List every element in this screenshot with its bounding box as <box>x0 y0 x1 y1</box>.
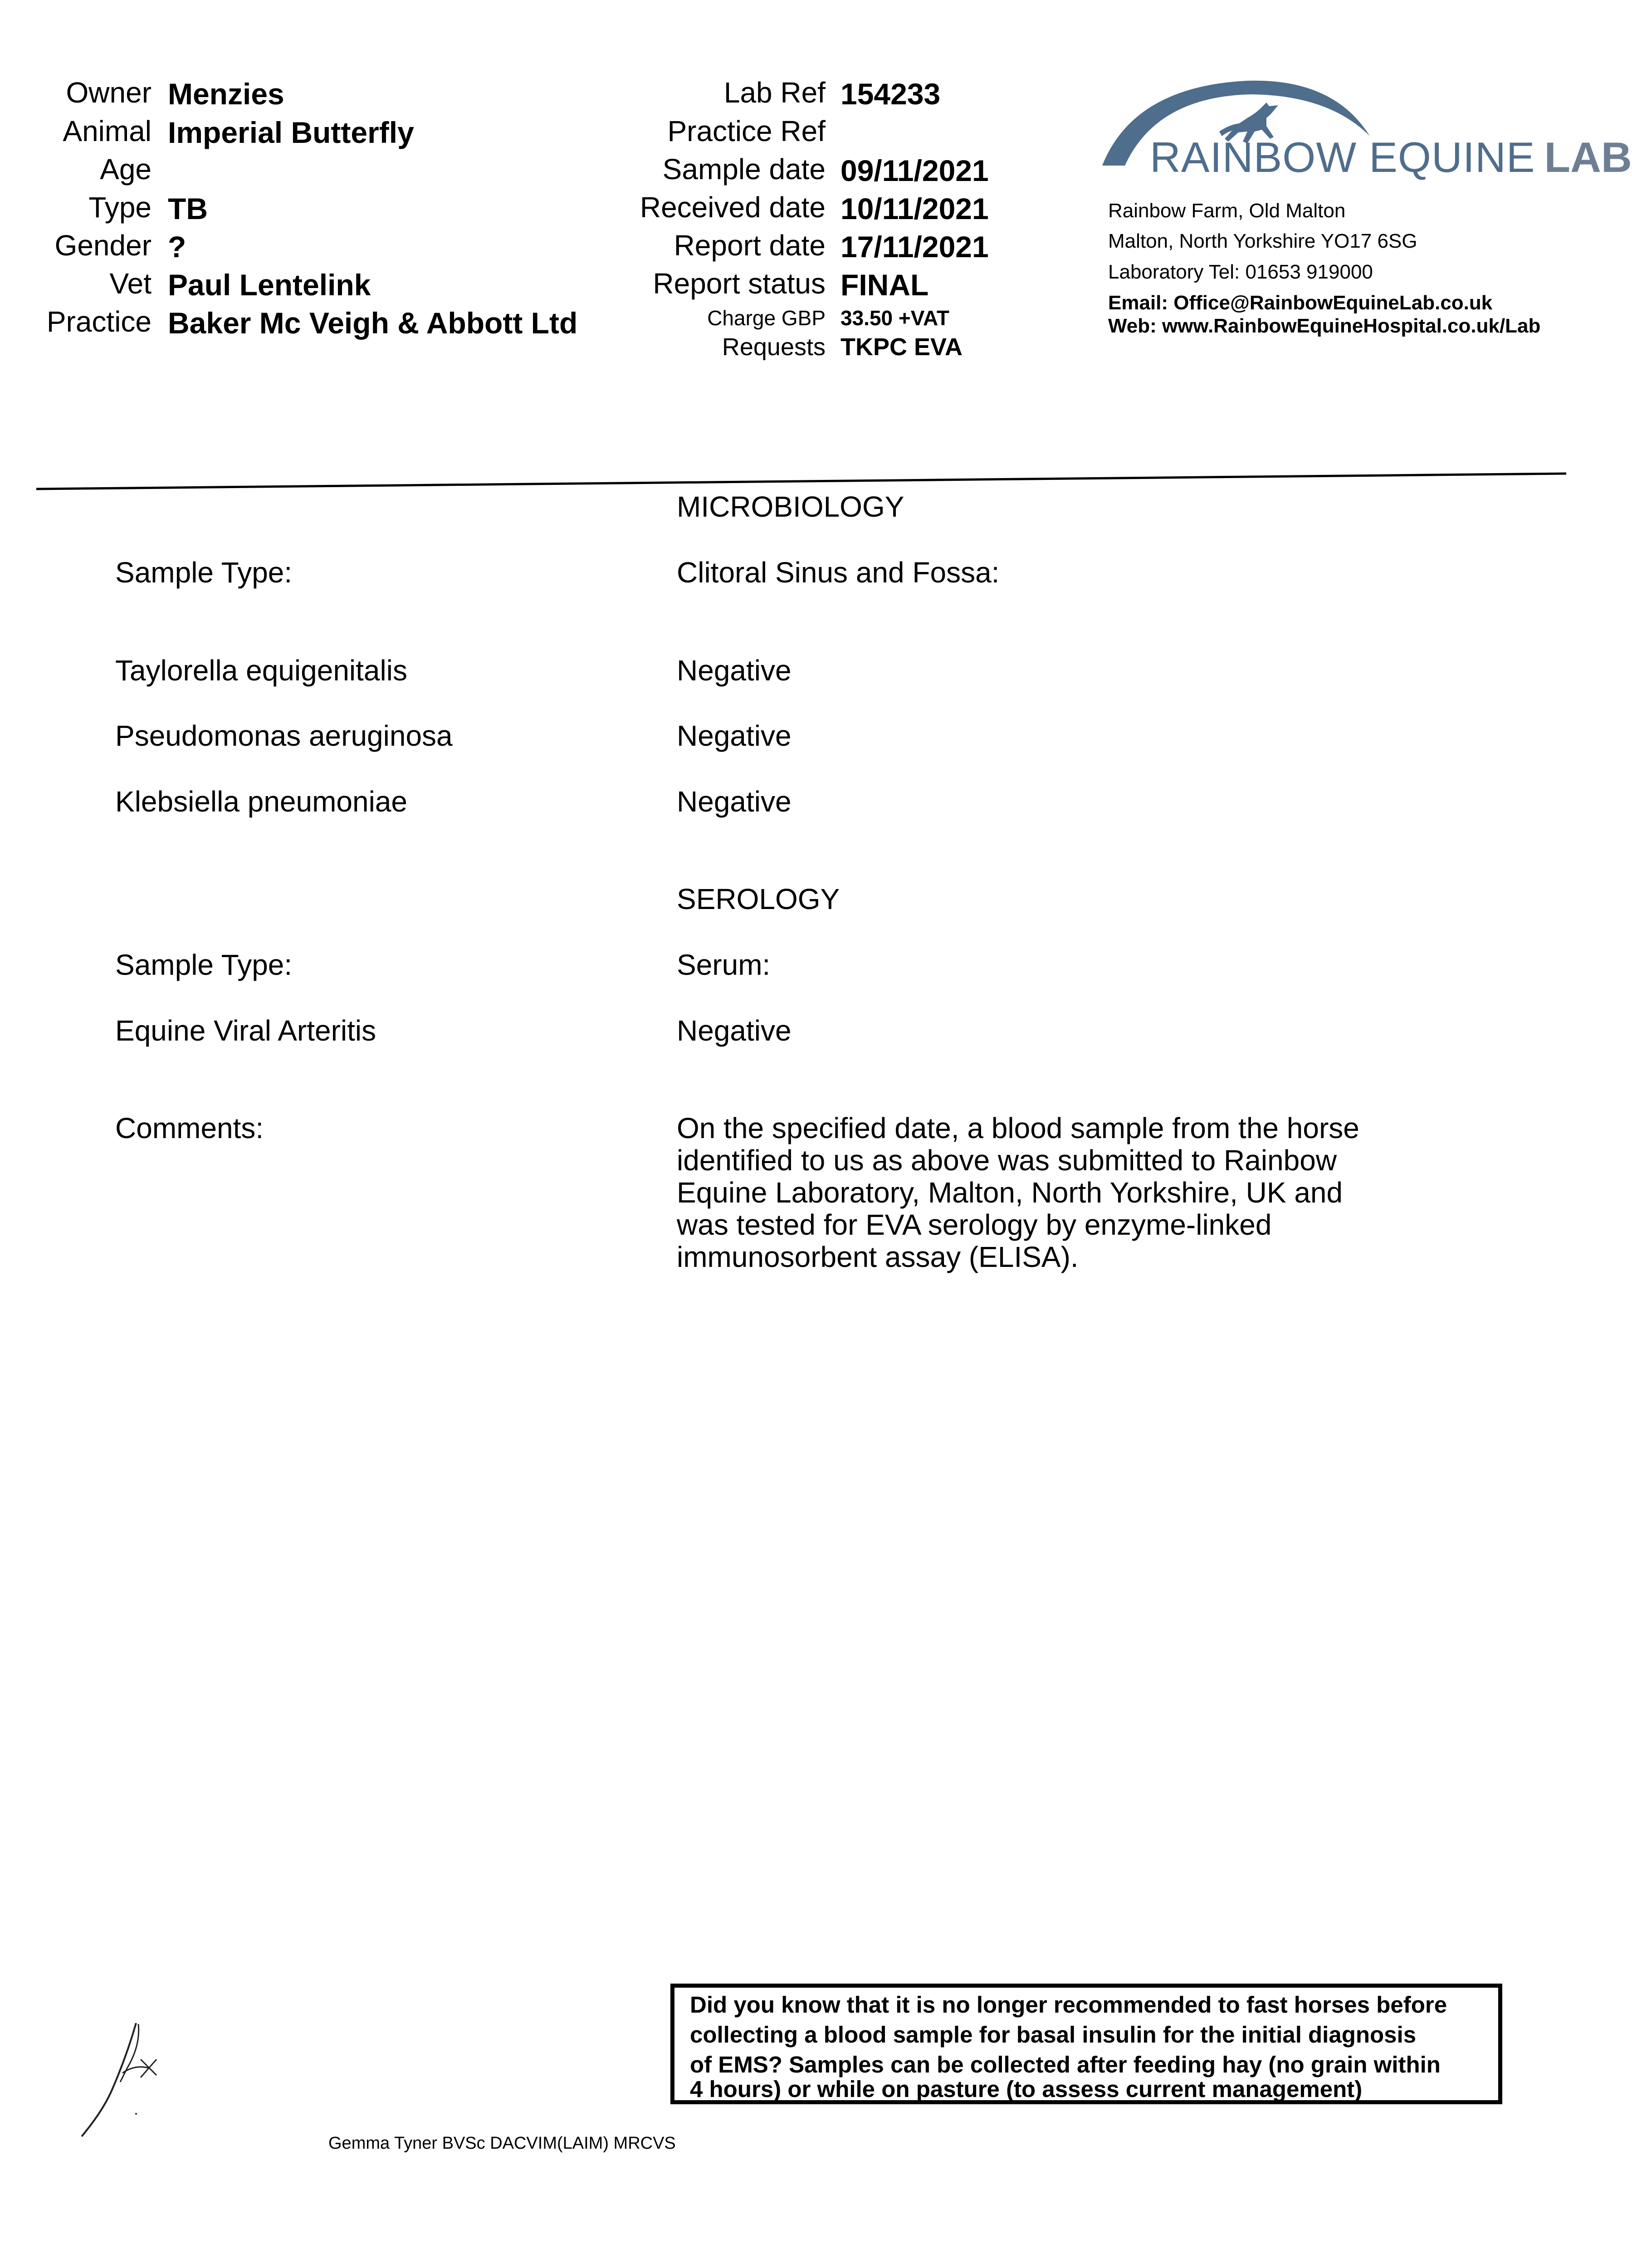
micro-sample-type-value: Clitoral Sinus and Fossa: <box>677 556 1000 589</box>
serology-title: SEROLOGY <box>677 883 840 915</box>
notice-line: 4 hours) or while on pasture (to assess current management) <box>690 2076 1363 2102</box>
result-value: Negative <box>677 719 792 752</box>
comment-line: was tested for EVA serology by enzyme-linked <box>677 1208 1272 1241</box>
result-value: Negative <box>677 654 792 687</box>
result-test-name: Klebsiella pneumoniae <box>115 785 407 818</box>
comment-line: On the specified date, a blood sample from the horse <box>677 1112 1359 1144</box>
received-date-label: Received date <box>640 191 826 224</box>
notice-line: Did you know that it is no longer recommended to fast horses before <box>690 1992 1447 2018</box>
report-status-label: Report status <box>653 267 826 300</box>
practice-ref-label: Practice Ref <box>667 115 826 147</box>
comments-label: Comments: <box>115 1112 264 1144</box>
result-test-name: Equine Viral Arteritis <box>115 1014 376 1047</box>
lab-email: Email: Office@RainbowEquineLab.co.uk <box>1108 292 1493 314</box>
charge-value: 33.50 +VAT <box>840 306 949 330</box>
animal-value: Imperial Butterfly <box>168 116 414 149</box>
micro-sample-type-label: Sample Type: <box>115 556 293 589</box>
vet-value: Paul Lentelink <box>168 268 371 302</box>
sample-date-label: Sample date <box>662 153 826 186</box>
report-status-value: FINAL <box>840 268 929 302</box>
animal-label: Animal <box>63 115 151 147</box>
address-line-2: Malton, North Yorkshire YO17 6SG <box>1108 230 1417 252</box>
vet-label: Vet <box>109 267 151 300</box>
logo-text-light: RAINBOW EQUINE <box>1150 133 1535 181</box>
gender-label: Gender <box>54 229 151 262</box>
microbiology-title: MICROBIOLOGY <box>677 490 904 523</box>
signatory-name: Gemma Tyner BVSc DACVIM(LAIM) MRCVS <box>328 2134 676 2153</box>
charge-label: Charge GBP <box>707 306 826 330</box>
result-value: Negative <box>677 1014 792 1047</box>
notice-line: collecting a blood sample for basal insulin for the initial diagnosis <box>690 2022 1417 2048</box>
ems-notice-box <box>670 1984 1502 2104</box>
practice-label: Practice <box>46 305 151 338</box>
result-value: Negative <box>677 785 792 818</box>
age-label: Age <box>100 153 151 186</box>
type-label: Type <box>88 191 151 224</box>
notice-line: of EMS? Samples can be collected after feeding hay (no grain within <box>690 2052 1441 2077</box>
lab-ref-label: Lab Ref <box>723 76 826 109</box>
signature-scribble <box>77 2019 177 2146</box>
logo-text-bold: LAB <box>1544 133 1632 181</box>
comment-line: immunosorbent assay (ELISA). <box>677 1241 1079 1273</box>
lab-ref-value: 154233 <box>840 77 941 111</box>
sample-date-value: 09/11/2021 <box>840 154 989 187</box>
address-line-1: Rainbow Farm, Old Malton <box>1108 200 1346 222</box>
result-test-name: Taylorella equigenitalis <box>115 654 407 687</box>
sero-sample-type-value: Serum: <box>677 948 771 981</box>
received-date-value: 10/11/2021 <box>840 192 989 225</box>
practice-value: Baker Mc Veigh & Abbott Ltd <box>168 306 578 340</box>
comment-line: identified to us as above was submitted to Rainbow <box>677 1144 1337 1177</box>
report-date-label: Report date <box>674 229 826 262</box>
sero-sample-type-label: Sample Type: <box>115 948 293 981</box>
requests-value: TKPC EVA <box>840 333 963 361</box>
gender-value: ? <box>168 230 186 264</box>
lab-website: Web: www.RainbowEquineHospital.co.uk/Lab <box>1108 315 1541 337</box>
requests-label: Requests <box>722 333 826 361</box>
comment-line: Equine Laboratory, Malton, North Yorkshire, UK and <box>677 1176 1343 1209</box>
owner-value: Menzies <box>168 77 284 111</box>
result-test-name: Pseudomonas aeruginosa <box>115 719 453 752</box>
lab-telephone: Laboratory Tel: 01653 919000 <box>1108 261 1373 283</box>
type-value: TB <box>168 192 208 225</box>
owner-label: Owner <box>66 76 151 109</box>
report-date-value: 17/11/2021 <box>840 230 989 264</box>
logo-wordmark <box>1150 133 1632 181</box>
